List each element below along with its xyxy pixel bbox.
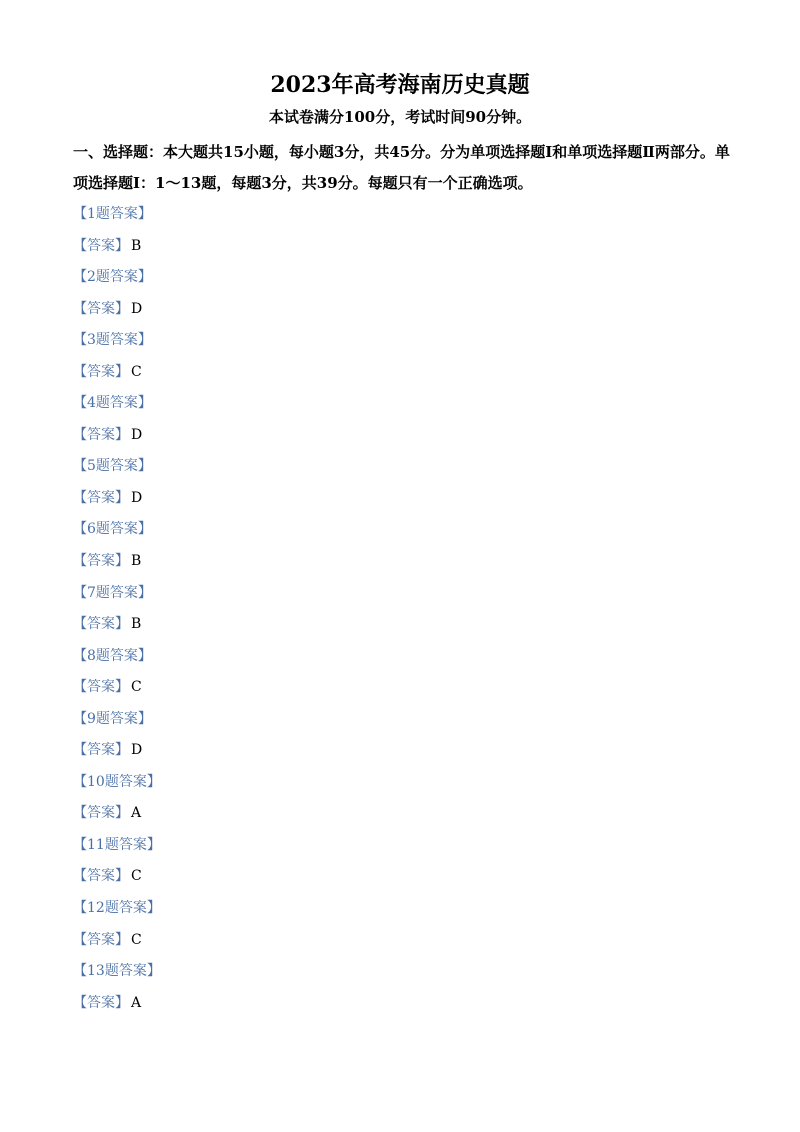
answer-label: 【答案】	[73, 553, 129, 570]
question-heading: 【9题答案】	[73, 710, 152, 727]
answer-label: 【答案】	[73, 489, 129, 506]
question-heading: 【12题答案】	[73, 900, 161, 917]
answer-value: B	[131, 553, 142, 570]
question-heading: 【4题答案】	[73, 395, 152, 412]
answer-list	[73, 199, 161, 1019]
answer-row	[73, 294, 161, 326]
exam-info: 本试卷满分100分，考试时间90分钟。	[268, 108, 532, 126]
answer-value: D	[131, 489, 143, 506]
answer-value: C	[131, 868, 142, 885]
answer-label: 【答案】	[73, 426, 129, 443]
answer-label: 【答案】	[73, 363, 129, 380]
answer-row	[73, 672, 161, 704]
section-instructions: 一、选择题：本大题共15小题，每小题3分，共45分。分为单项选择题Ⅰ和单项选择题Ⅱ两部分。单项选择题Ⅰ：1～13题，每题3分，共39分。每题只有一个正确选项。	[73, 143, 730, 192]
question-heading: 【11题答案】	[73, 836, 161, 853]
answer-label: 【答案】	[73, 994, 129, 1011]
answer-value: A	[131, 805, 142, 822]
question-heading: 【2题答案】	[73, 269, 152, 286]
answer-row	[73, 735, 161, 767]
answer-value: C	[131, 679, 142, 696]
answer-row	[73, 357, 161, 389]
question-heading: 【3题答案】	[73, 332, 152, 349]
answer-row	[73, 861, 161, 893]
question-heading: 【5题答案】	[73, 458, 152, 475]
question-heading: 【7题答案】	[73, 584, 152, 601]
answer-row	[73, 925, 161, 957]
answer-row	[73, 546, 161, 578]
answer-value: B	[131, 237, 142, 254]
answer-value: C	[131, 363, 142, 380]
answer-label: 【答案】	[73, 805, 129, 822]
answer-row	[73, 988, 161, 1020]
answer-value: A	[131, 994, 142, 1011]
question-heading: 【10题答案】	[73, 773, 161, 790]
answer-row	[73, 420, 161, 452]
answer-value: D	[131, 426, 143, 443]
answer-row	[73, 798, 161, 830]
question-heading: 【13题答案】	[73, 963, 161, 980]
answer-value: D	[131, 742, 143, 759]
answer-row	[73, 231, 161, 263]
answer-label: 【答案】	[73, 742, 129, 759]
answer-value: C	[131, 931, 142, 948]
answer-label: 【答案】	[73, 616, 129, 633]
answer-row	[73, 483, 161, 515]
answer-row	[73, 609, 161, 641]
answer-label: 【答案】	[73, 931, 129, 948]
answer-label: 【答案】	[73, 237, 129, 254]
answer-label: 【答案】	[73, 300, 129, 317]
question-heading: 【8题答案】	[73, 647, 152, 664]
answer-value: D	[131, 300, 143, 317]
question-heading: 【1题答案】	[73, 206, 152, 222]
question-heading: 【6题答案】	[73, 521, 152, 538]
answer-value: B	[131, 616, 142, 633]
answer-label: 【答案】	[73, 868, 129, 885]
answer-label: 【答案】	[73, 679, 129, 696]
document-title: 2023年高考海南历史真题	[270, 72, 530, 98]
